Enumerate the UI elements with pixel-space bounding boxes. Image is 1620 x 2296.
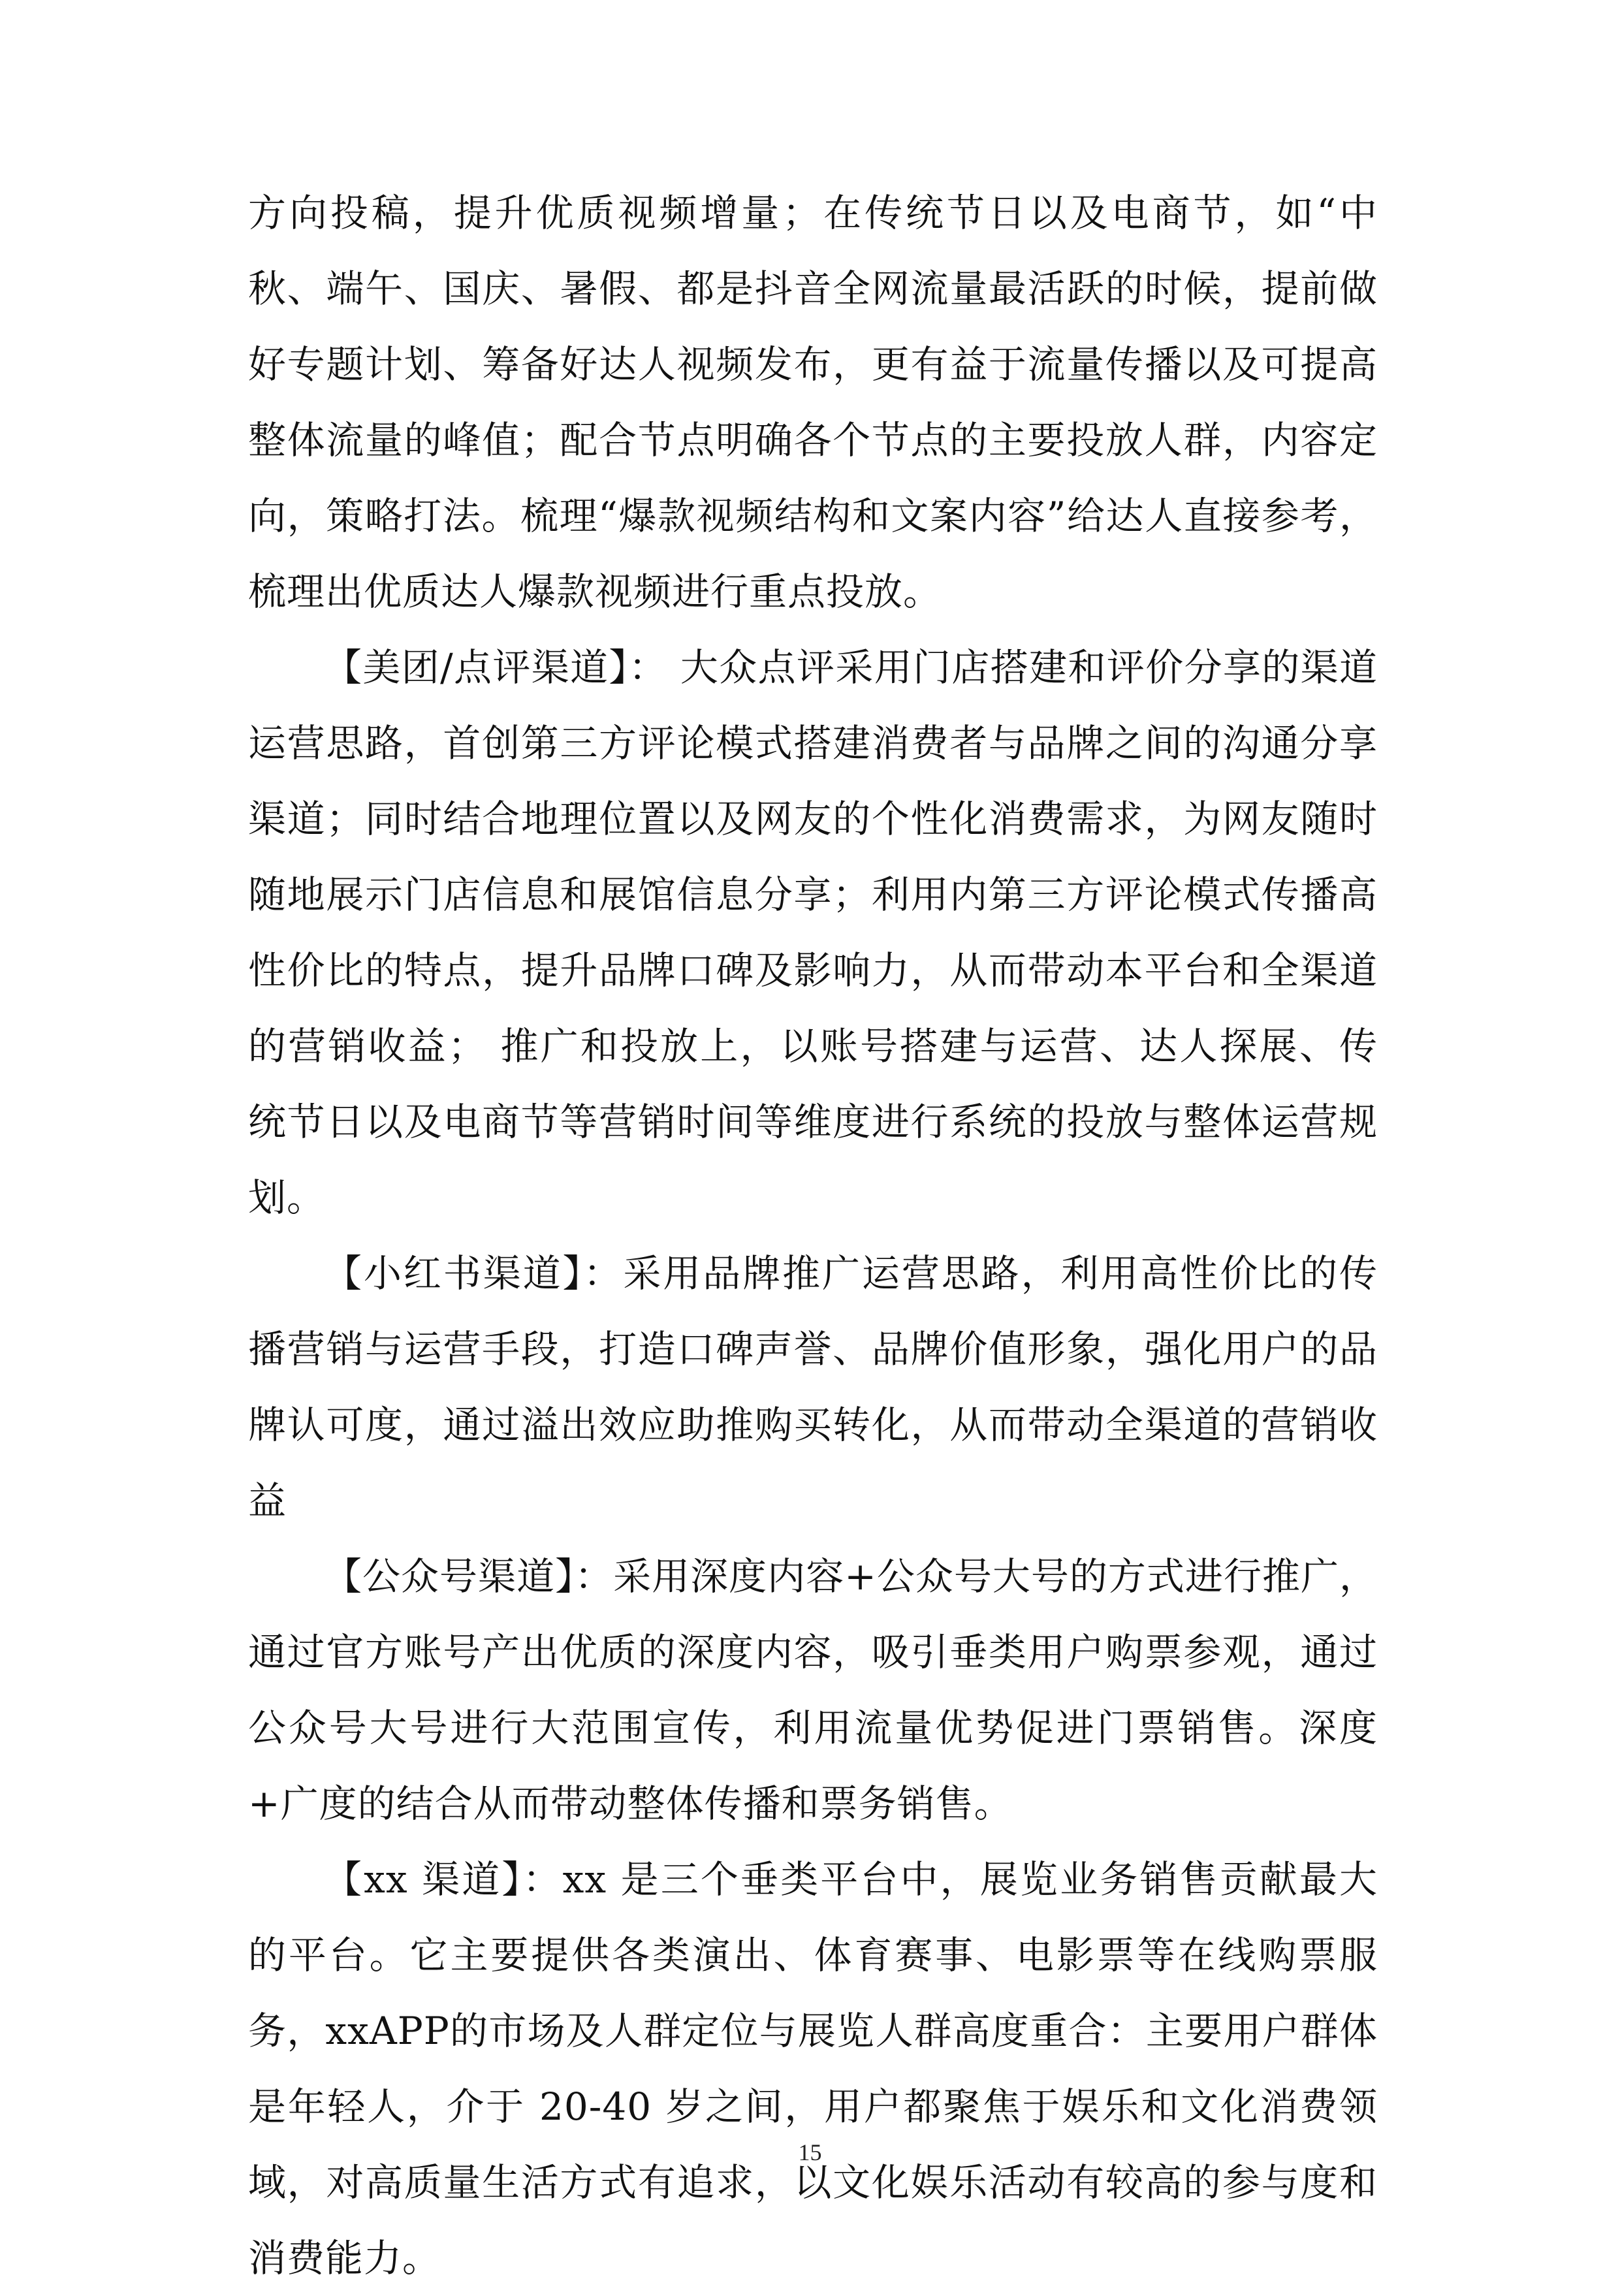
paragraph-wechat-official-account-channel: 【公众号渠道】：采用深度内容+公众号大号的方式进行推广，通过官方账号产出优质的深度内容，吸引垂类用户购票参观，通过公众号大号进行大范围宣传，利用流量优势促进门票销售。深度+广度的结合从而带动整体传播和票务销售。	[248, 1554, 1378, 1826]
page-number: 15	[798, 2139, 822, 2165]
paragraph-xx-channel: 【xx 渠道】：xx 是三个垂类平台中，展览业务销售贡献最大的平台。它主要提供各类演出、体育赛事、电影票等在线购票服务，xxAPP的市场及人群定位与展览人群高度重合：主要用户群体是年轻人，介于 20-40 岁之间，用户都聚焦于娱乐和文化消费领域，对高质量生活方式有追求，以文化娱乐活动有较高的参与度和消费能力。	[248, 1857, 1378, 2280]
paragraph-xiaohongshu-channel: 【小红书渠道】：采用品牌推广运营思路，利用高性价比的传播营销与运营手段，打造口碑声誉、品牌价值形象，强化用户的品牌认可度，通过溢出效应助推购买转化，从而带动全渠道的营销收益	[248, 1251, 1378, 1523]
paragraph-meituan-dianping-channel: 【美团/点评渠道】： 大众点评采用门店搭建和评价分享的渠道运营思路，首创第三方评论模式搭建消费者与品牌之间的沟通分享渠道；同时结合地理位置以及网友的个性化消费需求，为网友随时随地展示门店信息和展馆信息分享；利用内第三方评论模式传播高性价比的特点，提升品牌口碑及影响力，从而带动本平台和全渠道的营销收益； 推广和投放上，以账号搭建与运营、达人探展、传统节日以及电商节等营销时间等维度进行系统的投放与整体运营规划。	[248, 645, 1378, 1220]
paragraph-douyin-continued: 方向投稿，提升优质视频增量；在传统节日以及电商节，如“中秋、端午、国庆、暑假、都是抖音全网流量最活跃的时候，提前做好专题计划、筹备好达人视频发布，更有益于流量传播以及可提高整体流量的峰值；配合节点明确各个节点的主要投放人群，内容定向，策略打法。梳理“爆款视频结构和文案内容”给达人直接参考，梳理出优质达人爆款视频进行重点投放。	[248, 191, 1378, 614]
page-body	[248, 175, 1378, 2296]
